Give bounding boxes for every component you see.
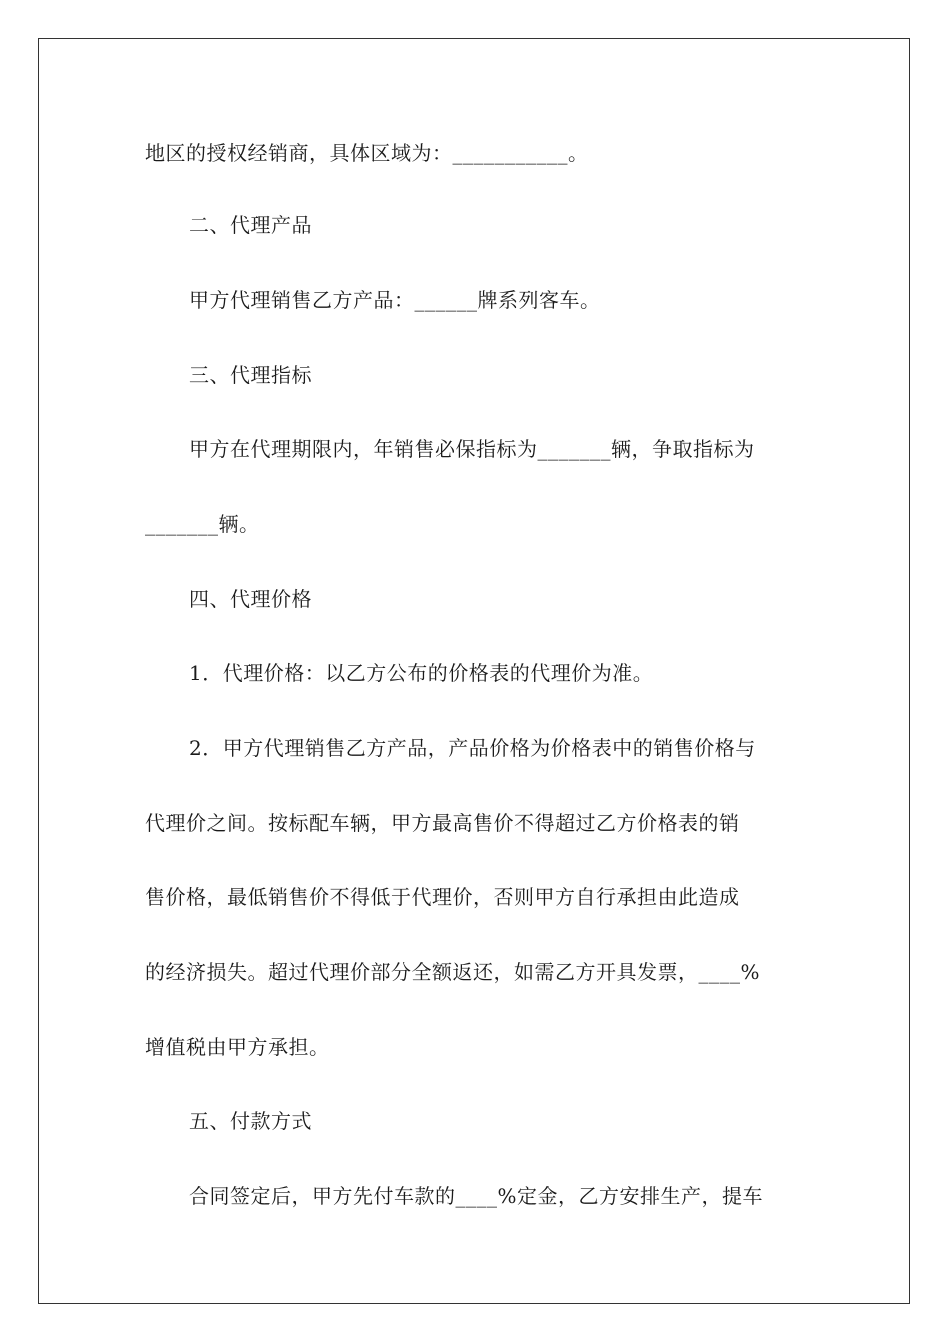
section-heading: 四、代理价格 [189, 587, 312, 611]
paragraph-line: 甲方代理销售乙方产品：______牌系列客车。 [189, 288, 601, 312]
paragraph-line: 2．甲方代理销售乙方产品，产品价格为价格表中的销售价格与 [189, 736, 756, 760]
section-heading: 五、付款方式 [189, 1109, 312, 1133]
section-heading: 三、代理指标 [189, 363, 312, 387]
paragraph-line: 代理价之间。按标配车辆，甲方最高售价不得超过乙方价格表的销 [145, 811, 740, 835]
paragraph-line: 增值税由甲方承担。 [145, 1035, 330, 1059]
paragraph-line: _______辆。 [145, 512, 260, 536]
paragraph-line: 的经济损失。超过代理价部分全额返还，如需乙方开具发票，____% [145, 960, 761, 984]
paragraph-line: 售价格，最低销售价不得低于代理价，否则甲方自行承担由此造成 [145, 885, 740, 909]
paragraph-line: 1．代理价格：以乙方公布的价格表的代理价为准。 [189, 661, 654, 685]
section-heading: 二、代理产品 [189, 213, 312, 237]
paragraph-line: 合同签定后，甲方先付车款的____%定金，乙方安排生产，提车 [189, 1184, 764, 1208]
paragraph-line: 地区的授权经销商，具体区域为：___________。 [145, 141, 589, 165]
paragraph-line: 甲方在代理期限内，年销售必保指标为_______辆，争取指标为 [189, 437, 755, 461]
